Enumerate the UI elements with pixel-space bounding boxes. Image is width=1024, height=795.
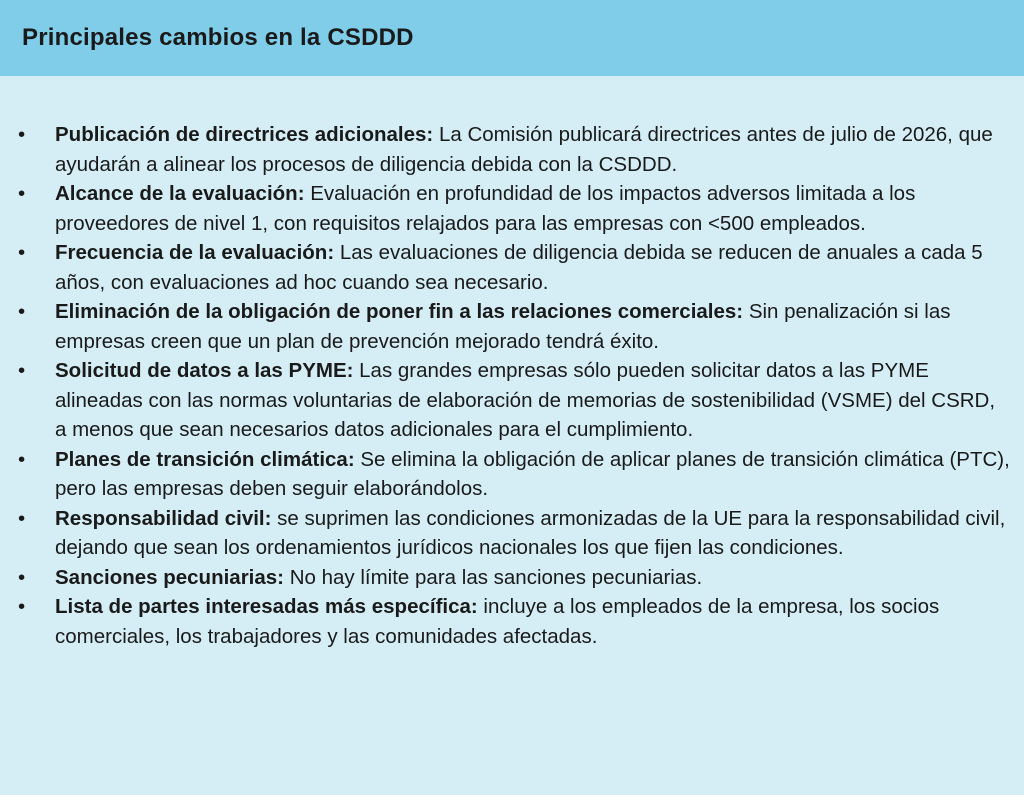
list-item [18, 445, 1010, 504]
item-text: Las grandes empresas sólo pueden solicitar datos a las PYME alineadas con las normas voluntarias de elaboración de memorias de sostenibilidad (VSME) del CSRD, a menos que sean necesarios datos adicionales para el cumplimiento. [55, 359, 996, 441]
bullet-icon: • [18, 123, 26, 146]
item-text: Evaluación en profundidad de los impactos adversos limitada a los proveedores de nivel 1, con requisitos relajados para las empresas con <500 empleados. [55, 182, 916, 235]
content-area [0, 76, 1024, 651]
item-text: se suprimen las condiciones armonizadas de la UE para la responsabilidad civil, dejando que sean los ordenamientos jurídicos nacionales los que fijen las condiciones. [55, 506, 1006, 559]
list-item [18, 356, 1010, 445]
bullet-icon: • [18, 359, 26, 382]
item-term: Sanciones pecuniarias: [55, 565, 285, 589]
item-text: La Comisión publicará directrices antes de julio de 2026, que ayudarán a alinear los procesos de diligencia debida con la CSDDD. [55, 123, 993, 176]
item-text: incluye a los empleados de la empresa, los socios comerciales, los trabajadores y las comunidades afectadas. [55, 595, 940, 648]
item-term: Publicación de directrices adicionales: [55, 123, 434, 146]
item-term: Alcance de la evaluación: [55, 182, 305, 205]
item-term: Eliminación de la obligación de poner fin a las relaciones comerciales: [55, 300, 744, 323]
item-text: Se elimina la obligación de aplicar planes de transición climática (PTC), pero las empresas deben seguir elaborándolos. [55, 447, 1010, 500]
bullet-icon: • [18, 595, 26, 618]
item-term: Lista de partes interesadas más específica: [55, 595, 478, 618]
bullet-icon: • [18, 506, 26, 530]
header-banner [0, 0, 1024, 76]
bullet-icon: • [18, 241, 26, 264]
item-text: No hay límite para las sanciones pecuniarias. [284, 565, 703, 589]
changes-list [18, 120, 1010, 651]
bullet-icon: • [18, 565, 26, 589]
item-term: Planes de transición climática: [55, 447, 355, 471]
list-item [18, 504, 1010, 563]
list-item [18, 297, 1010, 356]
page-title: Principales cambios en la CSDDD [22, 24, 414, 51]
item-term: Responsabilidad civil: [55, 506, 272, 530]
bullet-icon: • [18, 300, 26, 323]
item-term: Frecuencia de la evaluación: [55, 241, 335, 264]
item-text: Sin penalización si las empresas creen que un plan de prevención mejorado tendrá éxito. [55, 300, 951, 353]
bullet-icon: • [18, 447, 26, 471]
list-item [18, 238, 1010, 297]
list-item [18, 563, 1010, 593]
list-item [18, 592, 1010, 651]
bullet-icon: • [18, 182, 26, 205]
item-text: Las evaluaciones de diligencia debida se reducen de anuales a cada 5 años, con evaluaciones ad hoc cuando sea necesario. [55, 241, 983, 294]
list-item [18, 179, 1010, 238]
item-term: Solicitud de datos a las PYME: [55, 359, 354, 382]
list-item [18, 120, 1010, 179]
